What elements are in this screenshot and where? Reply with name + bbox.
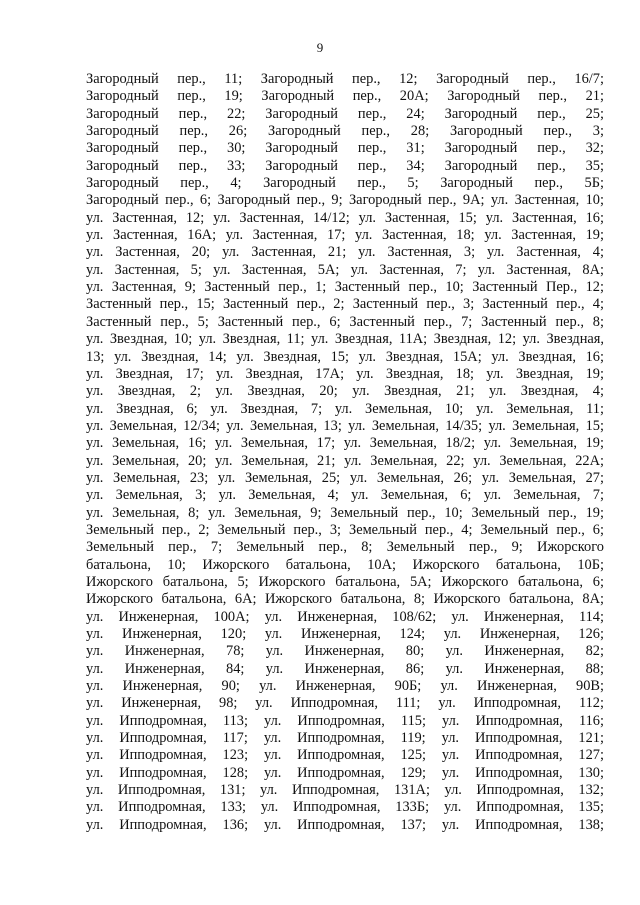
text-line: Загородный пер., 22; Загородный пер., 24; Загородный пер., 25; <box>86 105 604 122</box>
text-line: ул. Ипподромная, 136; ул. Ипподромная, 137; ул. Ипподромная, 138; <box>86 816 604 833</box>
text-line: Застенный пер., 15; Застенный пер., 2; Застенный пер., 3; Застенный пер., 4; <box>86 296 604 313</box>
text-line: Загородный пер., 30; Загородный пер., 31; Загородный пер., 32; <box>86 140 604 157</box>
text-line: ул. Земельная, 12/34; ул. Земельная, 13; ул. Земельная, 14/35; ул. Земельная, 15; <box>86 417 604 434</box>
text-line: ул. Ипподромная, 117; ул. Ипподромная, 119; ул. Ипподромная, 121; <box>86 730 604 747</box>
text-line: Загородный пер., 11; Загородный пер., 12; Загородный пер., 16/7; <box>86 71 604 87</box>
text-line: ул. Застенная, 20; ул. Застенная, 21; ул. Застенная, 3; ул. Застенная, 4; <box>86 244 604 261</box>
text-line: Земельный пер., 7; Земельный пер., 8; Земельный пер., 9; Ижорского <box>86 539 604 556</box>
address-list-paragraph <box>86 71 604 834</box>
text-line: ул. Инженерная, 100А; ул. Инженерная, 108/62; ул. Инженерная, 114; <box>86 608 604 625</box>
text-line: Загородный пер., 6; Загородный пер., 9; Загородный пер., 9А; ул. Застенная, 10; <box>86 192 604 209</box>
text-line: ул. Земельная, 23; ул. Земельная, 25; ул. Земельная, 26; ул. Земельная, 27; <box>86 469 604 486</box>
text-line: ул. Земельная, 20; ул. Земельная, 21; ул. Земельная, 22; ул. Земельная, 22А; <box>86 452 604 469</box>
text-line: Ижорского батальона, 5; Ижорского батальона, 5А; Ижорского батальона, 6; <box>86 573 604 590</box>
text-line: Застенный пер., 5; Застенный пер., 6; Застенный пер., 7; Застенный пер., 8; <box>86 313 604 330</box>
text-line: ул. Звездная, 2; ул. Звездная, 20; ул. Звездная, 21; ул. Звездная, 4; <box>86 383 604 400</box>
text-line: Загородный пер., 19; Загородный пер., 20А; Загородный пер., 21; <box>86 88 604 105</box>
text-line: ул. Застенная, 9; Застенный пер., 1; Застенный пер., 10; Застенный Пер., 12; <box>86 279 604 296</box>
text-line: Загородный пер., 26; Загородный пер., 28; Загородный пер., 3; <box>86 123 604 140</box>
text-line: ул. Ипподромная, 133; ул. Ипподромная, 133Б; ул. Ипподромная, 135; <box>86 799 604 816</box>
page-number: 9 <box>316 40 324 55</box>
text-line: Загородный пер., 33; Загородный пер., 34; Загородный пер., 35; <box>86 157 604 174</box>
text-line: ул. Инженерная, 90; ул. Инженерная, 90Б; ул. Инженерная, 90В; <box>86 678 604 695</box>
text-line: батальона, 10; Ижорского батальона, 10А; Ижорского батальона, 10Б; <box>86 556 604 573</box>
text-line: ул. Инженерная, 98; ул. Ипподромная, 111; ул. Ипподромная, 112; <box>86 695 604 712</box>
text-line: ул. Инженерная, 84; ул. Инженерная, 86; ул. Инженерная, 88; <box>86 660 604 677</box>
text-line: ул. Инженерная, 120; ул. Инженерная, 124; ул. Инженерная, 126; <box>86 626 604 642</box>
text-line: ул. Звездная, 17; ул. Звездная, 17А; ул. Звездная, 18; ул. Звездная, 19; <box>86 365 604 382</box>
text-line: ул. Звездная, 10; ул. Звездная, 11; ул. Звездная, 11А; Звездная, 12; ул. Звездная, <box>86 331 604 348</box>
text-line: ул. Застенная, 16А; ул. Застенная, 17; ул. Застенная, 18; ул. Застенная, 19; <box>86 227 604 244</box>
text-line: ул. Звездная, 6; ул. Звездная, 7; ул. Земельная, 10; ул. Земельная, 11; <box>86 400 604 417</box>
text-line: ул. Ипподромная, 128; ул. Ипподромная, 129; ул. Ипподромная, 130; <box>86 764 604 781</box>
text-line: Ижорского батальона, 6А; Ижорского батальона, 8; Ижорского батальона, 8А; <box>86 591 604 608</box>
text-line: ул. Ипподромная, 113; ул. Ипподромная, 115; ул. Ипподромная, 116; <box>86 712 604 729</box>
text-line: ул. Инженерная, 78; ул. Инженерная, 80; ул. Инженерная, 82; <box>86 643 604 660</box>
text-line: 13; ул. Звездная, 14; ул. Звездная, 15; ул. Звездная, 15А; ул. Звездная, 16; <box>86 348 604 365</box>
text-line: ул. Застенная, 5; ул. Застенная, 5А; ул. Застенная, 7; ул. Застенная, 8А; <box>86 261 604 278</box>
text-line: ул. Земельная, 3; ул. Земельная, 4; ул. Земельная, 6; ул. Земельная, 7; <box>86 487 604 504</box>
text-line: ул. Застенная, 12; ул. Застенная, 14/12; ул. Застенная, 15; ул. Застенная, 16; <box>86 209 604 226</box>
text-line: ул. Ипподромная, 131; ул. Ипподромная, 131А; ул. Ипподромная, 132; <box>86 782 604 799</box>
text-line: Загородный пер., 4; Загородный пер., 5; Загородный пер., 5Б; <box>86 175 604 192</box>
text-line: ул. Земельная, 8; ул. Земельная, 9; Земельный пер., 10; Земельный пер., 19; <box>86 504 604 521</box>
text-line: ул. Ипподромная, 123; ул. Ипподромная, 125; ул. Ипподромная, 127; <box>86 747 604 764</box>
text-line: ул. Земельная, 16; ул. Земельная, 17; ул. Земельная, 18/2; ул. Земельная, 19; <box>86 435 604 452</box>
text-line: Земельный пер., 2; Земельный пер., 3; Земельный пер., 4; Земельный пер., 6; <box>86 521 604 538</box>
